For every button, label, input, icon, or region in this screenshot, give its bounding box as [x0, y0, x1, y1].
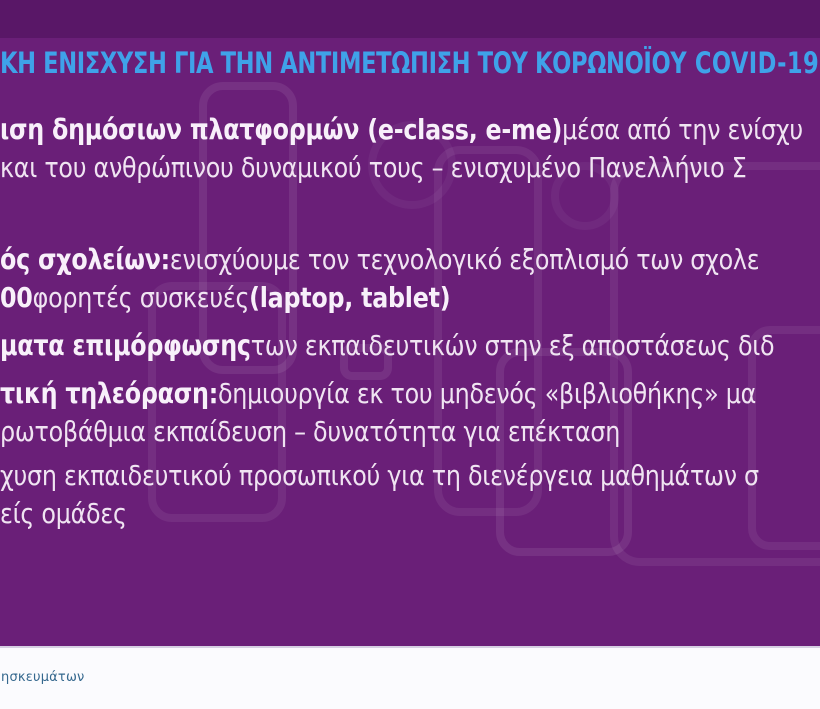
- bullet-bold-text: τική τηλεόραση:: [0, 376, 218, 410]
- bullet-bold-text: ματα επιμόρφωσης: [0, 328, 251, 362]
- bullet-bold-text: (laptop, tablet): [249, 280, 451, 314]
- bullet-text: φορητές συσκευές: [32, 280, 250, 314]
- bullet-text: χυση εκπαιδευτικού προσωπικού για τη διενέργεια μαθημάτων σ: [0, 458, 759, 492]
- bullet-line: [0, 456, 759, 494]
- bullet-text: των εκπαιδευτικών στην εξ αποστάσεως διδ: [250, 328, 775, 362]
- footer-ministry-text: ησκευμάτων: [1, 670, 85, 685]
- slide-title-text: ΚΗ ΕΝΙΣΧΥΣΗ ΓΙΑ ΤΗΝ ΑΝΤΙΜΕΤΩΠΙΣΗ ΤΟΥ ΚΟΡΩΝΟΪΟΥ: [0, 46, 687, 80]
- bullet-line: [0, 148, 747, 186]
- slide-title: [0, 44, 819, 82]
- bullet-line: [0, 110, 803, 148]
- bullet-text: και του ανθρώπινου δυναμικού τους – ενισχυμένο Πανελλήνιο Σ: [0, 150, 747, 184]
- bullet-line: [0, 326, 774, 364]
- slide-footer-strip: [0, 646, 820, 709]
- bullet-bold-text: ιση δημόσιων πλατφορμών (e-class, e-me): [0, 112, 563, 146]
- bullet-text: ρωτοβάθμια εκπαίδευση – δυνατότητα για επέκταση: [0, 414, 621, 448]
- bullet-text: ενισχύουμε τον τεχνολογικό εξοπλισμό των σχολε: [169, 242, 760, 276]
- bullet-text: μέσα από την ενίσχυ: [562, 112, 803, 146]
- bullet-text: είς ομάδες: [0, 496, 127, 530]
- bullet-text: δημιουργία εκ του μηδενός «βιβλιοθήκης» μα: [217, 376, 757, 410]
- bullet-bold-text: ός σχολείων:: [0, 242, 170, 276]
- bullet-bold-text: 00: [0, 280, 33, 314]
- bullet-line: [0, 278, 450, 316]
- top-dark-band: [0, 0, 820, 38]
- covid-label: COVID-19: [694, 46, 820, 80]
- bullet-line: [0, 494, 127, 532]
- bullet-line: [0, 412, 620, 450]
- bullet-line: [0, 240, 759, 278]
- bullet-line: [0, 374, 756, 412]
